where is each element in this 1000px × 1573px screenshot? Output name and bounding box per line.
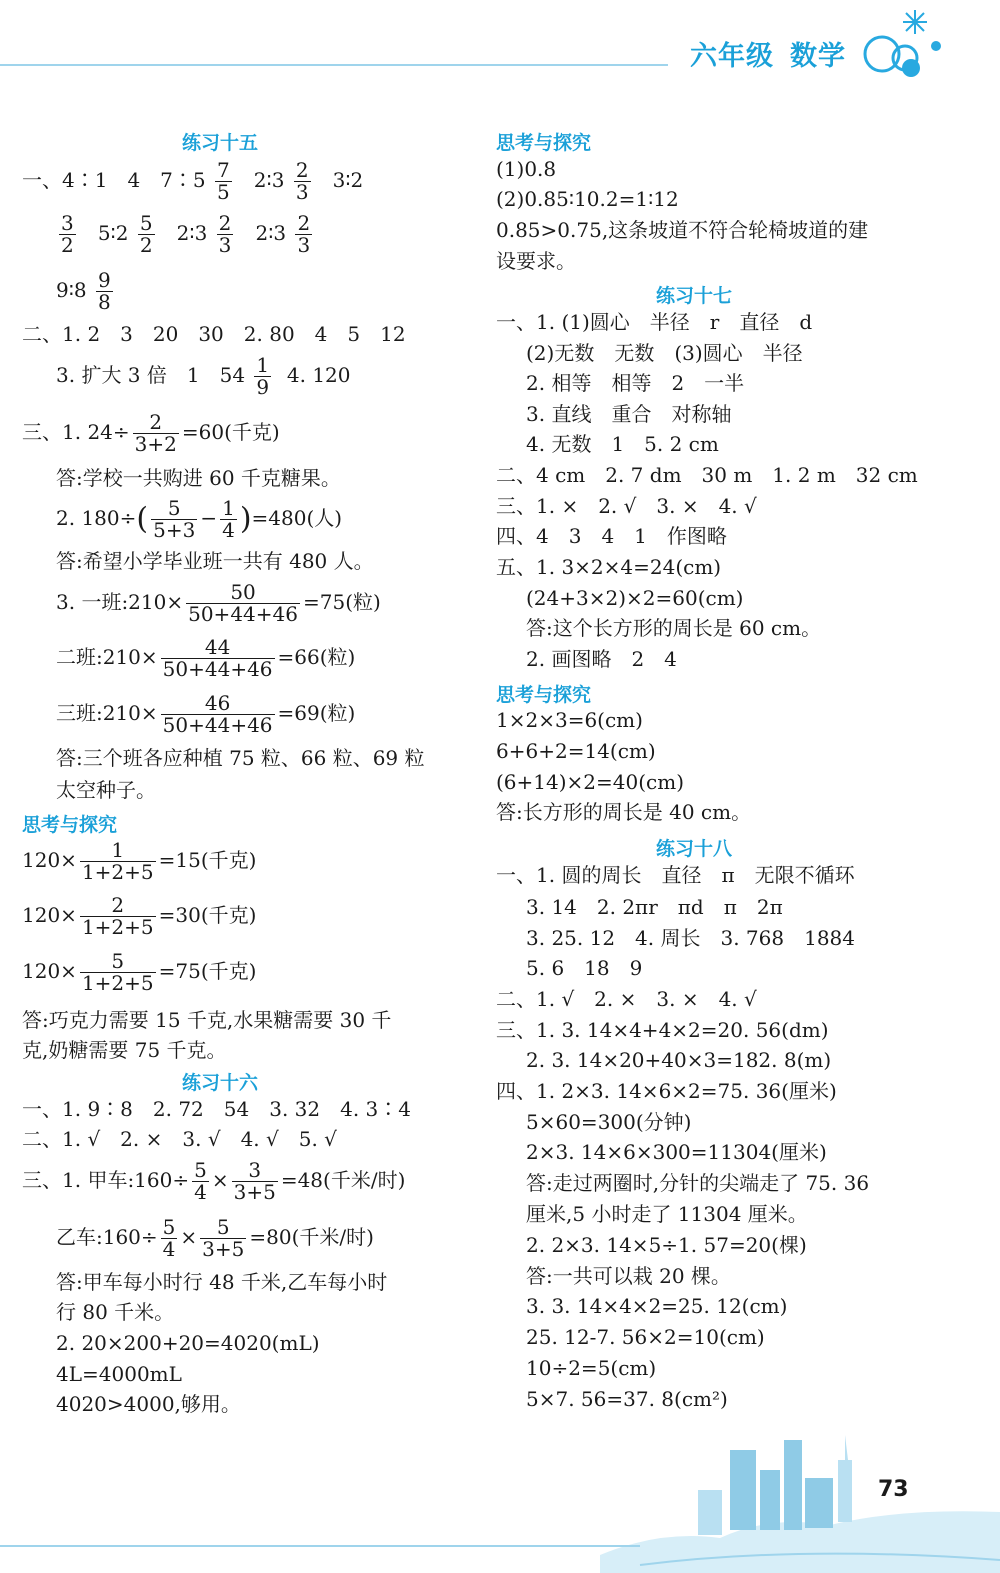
s17-line-12: 2. 画图略 2 4	[526, 647, 677, 671]
s18-line-9: 5×60=300(分钟)	[526, 1110, 692, 1134]
think1-line-3: 120× $\frac{5}{1+2+5}$ =75(千克)	[22, 949, 257, 995]
fraction: $\frac{1}{1+2+5}$	[81, 838, 154, 884]
s17-line-4: 3. 直线 重合 对称轴	[526, 402, 732, 426]
s15-line-6: 三、1. 24÷ $\frac{2}{3+2}$ =60(千克)	[22, 410, 280, 456]
s18-line-5: 二、1. √ 2. × 3. × 4. √	[496, 987, 757, 1011]
s15-line-2: $\frac{3}{2}$ 5∶2 $\frac{5}{2}$ 2∶3 $\frac{2}{3}$ 2∶3 $\frac{2}{3}$	[61, 211, 311, 257]
think2-line-3: 0.85>0.75,这条坡道不符合轮椅坡道的建	[496, 218, 869, 242]
s18-line-10: 2×3. 14×6×300=11304(厘米)	[526, 1140, 827, 1164]
fraction: $\frac{3}{2}$	[61, 211, 74, 257]
s18-line-6: 三、1. 3. 14×4+4×2=20. 56(dm)	[496, 1018, 829, 1042]
s18-line-17: 10÷2=5(cm)	[526, 1356, 657, 1380]
fraction: $\frac{1}{9}$	[256, 353, 270, 399]
s17-line-5: 4. 无数 1 5. 2 cm	[526, 432, 719, 456]
s15-line-8: 2. 180÷( $\frac{5}{5+3}$ − $\frac{1}{4}$ )=480(人)	[56, 496, 343, 542]
s16-line-6: 行 80 千米。	[56, 1300, 175, 1324]
s18-line-13: 2. 2×3. 14×5÷1. 57=20(棵)	[526, 1233, 807, 1257]
think1-line-4: 答:巧克力需要 15 千克,水果糖需要 30 千	[22, 1008, 392, 1032]
header-subject: 数学	[790, 41, 846, 72]
s17-line-8: 四、4 3 4 1 作图略	[496, 524, 727, 548]
s15-line-13: 答:三个班各应种植 75 粒、66 粒、69 粒	[56, 746, 425, 770]
s18-line-14: 答:一共可以栽 20 棵。	[526, 1264, 731, 1288]
s18-line-3: 3. 25. 12 4. 周长 3. 768 1884	[526, 926, 856, 950]
s16-line-1: 一、1. 9∶8 2. 72 54 3. 32 4. 3∶4	[22, 1097, 412, 1121]
s15-line-3: 9∶8 $\frac{9}{8}$	[56, 268, 111, 314]
s16-line-8: 4L=4000mL	[56, 1362, 182, 1386]
fraction: $\frac{5}{1+2+5}$	[81, 949, 154, 995]
section-title-think-2: 思考与探究	[496, 132, 592, 154]
s17-line-7: 三、1. × 2. √ 3. × 4. √	[496, 494, 757, 518]
section-title-think-1: 思考与探究	[22, 814, 118, 836]
s18-line-16: 25. 12-7. 56×2=10(cm)	[526, 1325, 765, 1349]
s16-line-3: 三、1. 甲车:160÷ $\frac{5}{4}$ × $\frac{3}{3+5}$ =48(千米/时)	[22, 1158, 406, 1204]
fraction: $\frac{50}{50+44+46}$	[188, 580, 298, 626]
city-skyline-decoration	[600, 1420, 1000, 1573]
fraction: $\frac{3}{3+5}$	[233, 1158, 276, 1204]
fraction: $\frac{5}{4}$	[162, 1215, 176, 1261]
section-title-16: 练习十六	[182, 1072, 259, 1094]
s17-line-9: 五、1. 3×2×4=24(cm)	[496, 555, 722, 579]
think3-line-1: 1×2×3=6(cm)	[496, 708, 643, 732]
s15-line-14: 太空种子。	[56, 778, 156, 802]
section-title-17: 练习十七	[656, 285, 733, 307]
think2-line-1: (1)0.8	[496, 157, 557, 181]
fraction: $\frac{46}{50+44+46}$	[162, 691, 273, 737]
page-header	[0, 0, 1000, 100]
fraction: $\frac{2}{3}$	[295, 158, 309, 204]
s17-line-6: 二、4 cm 2. 7 dm 30 m 1. 2 m 32 cm	[496, 463, 918, 487]
fraction: $\frac{2}{3}$	[297, 211, 311, 257]
think2-line-4: 设要求。	[496, 249, 576, 273]
s16-line-2: 二、1. √ 2. × 3. √ 4. √ 5. √	[22, 1127, 337, 1151]
s18-line-1: 一、1. 圆的周长 直径 π 无限不循环	[496, 863, 855, 887]
fraction: $\frac{9}{8}$	[98, 268, 111, 314]
fraction: $\frac{2}{3+2}$	[134, 410, 177, 456]
s15-line-1: 一、4∶1 4 7∶5 $\frac{7}{5}$ 2∶3 $\frac{2}{3}$ 3∶2	[22, 158, 364, 204]
s16-line-5: 答:甲车每小时行 48 千米,乙车每小时	[56, 1270, 388, 1294]
section-title-think-3: 思考与探究	[496, 684, 592, 706]
think1-line-2: 120× $\frac{2}{1+2+5}$ =30(千克)	[22, 893, 257, 939]
s15-line-5: 3. 扩大 3 倍 1 54 $\frac{1}{9}$ 4. 120	[56, 353, 351, 399]
s18-line-4: 5. 6 18 9	[526, 956, 643, 980]
s16-line-9: 4020>4000,够用。	[56, 1392, 241, 1416]
fraction: $\frac{5}{3+5}$	[202, 1215, 245, 1261]
think3-line-4: 答:长方形的周长是 40 cm。	[496, 800, 752, 824]
fraction: $\frac{7}{5}$	[216, 158, 230, 204]
s15-line-7: 答:学校一共购进 60 千克糖果。	[56, 466, 341, 490]
s17-line-2: (2)无数 无数 (3)圆心 半径	[526, 341, 803, 365]
s15-line-11: 二班:210× $\frac{44}{50+44+46}$ =66(粒)	[56, 635, 356, 681]
s18-line-15: 3. 3. 14×4×2=25. 12(cm)	[526, 1294, 788, 1318]
header-grade: 六年级	[690, 41, 774, 72]
s18-line-2: 3. 14 2. 2πr πd π 2π	[526, 895, 783, 919]
fraction: $\frac{1}{4}$	[222, 496, 235, 542]
s15-line-4: 二、1. 2 3 20 30 2. 80 4 5 12	[22, 322, 406, 346]
s17-line-11: 答:这个长方形的周长是 60 cm。	[526, 616, 822, 640]
fraction: $\frac{5}{4}$	[194, 1158, 207, 1204]
s16-line-4: 乙车:160÷ $\frac{5}{4}$ × $\frac{5}{3+5}$ =80(千米/时)	[56, 1215, 374, 1261]
s16-line-7: 2. 20×200+20=4020(mL)	[56, 1331, 320, 1355]
s15-line-10: 3. 一班:210× $\frac{50}{50+44+46}$ =75(粒)	[56, 580, 381, 626]
think1-line-5: 克,奶糖需要 75 千克。	[22, 1038, 227, 1062]
s17-line-3: 2. 相等 相等 2 一半	[526, 371, 745, 395]
s15-line-12: 三班:210× $\frac{46}{50+44+46}$ =69(粒)	[56, 691, 356, 737]
section-title-15: 练习十五	[182, 132, 259, 154]
header-rule	[0, 64, 668, 66]
think2-line-2: (2)0.85∶10.2=1∶12	[496, 187, 679, 211]
section-title-18: 练习十八	[656, 838, 733, 860]
fraction: $\frac{44}{50+44+46}$	[162, 635, 273, 681]
s18-line-11: 答:走过两圈时,分针的尖端走了 75. 36	[526, 1171, 870, 1195]
header-title	[690, 34, 846, 73]
snowflake-bubbles-icon	[860, 6, 950, 86]
s18-line-18: 5×7. 56=37. 8(cm²)	[526, 1387, 728, 1411]
s18-line-8: 四、1. 2×3. 14×6×2=75. 36(厘米)	[496, 1079, 837, 1103]
fraction: $\frac{2}{1+2+5}$	[81, 893, 154, 939]
s18-line-7: 2. 3. 14×20+40×3=182. 8(m)	[526, 1048, 832, 1072]
think3-line-2: 6+6+2=14(cm)	[496, 739, 656, 763]
s18-line-12: 厘米,5 小时走了 11304 厘米。	[526, 1202, 808, 1226]
s17-line-1: 一、1. (1)圆心 半径 r 直径 d	[496, 310, 813, 334]
s15-line-9: 答:希望小学毕业班一共有 480 人。	[56, 549, 374, 573]
page-number: 73	[878, 1477, 909, 1502]
s17-line-10: (24+3×2)×2=60(cm)	[526, 586, 744, 610]
think3-line-3: (6+14)×2=40(cm)	[496, 770, 684, 794]
fraction: $\frac{2}{3}$	[218, 211, 232, 257]
footer-rule	[0, 1545, 640, 1547]
think1-line-1: 120× $\frac{1}{1+2+5}$ =15(千克)	[22, 838, 257, 884]
fraction: $\frac{5}{2}$	[139, 211, 153, 257]
fraction: $\frac{5}{5+3}$	[153, 496, 196, 542]
